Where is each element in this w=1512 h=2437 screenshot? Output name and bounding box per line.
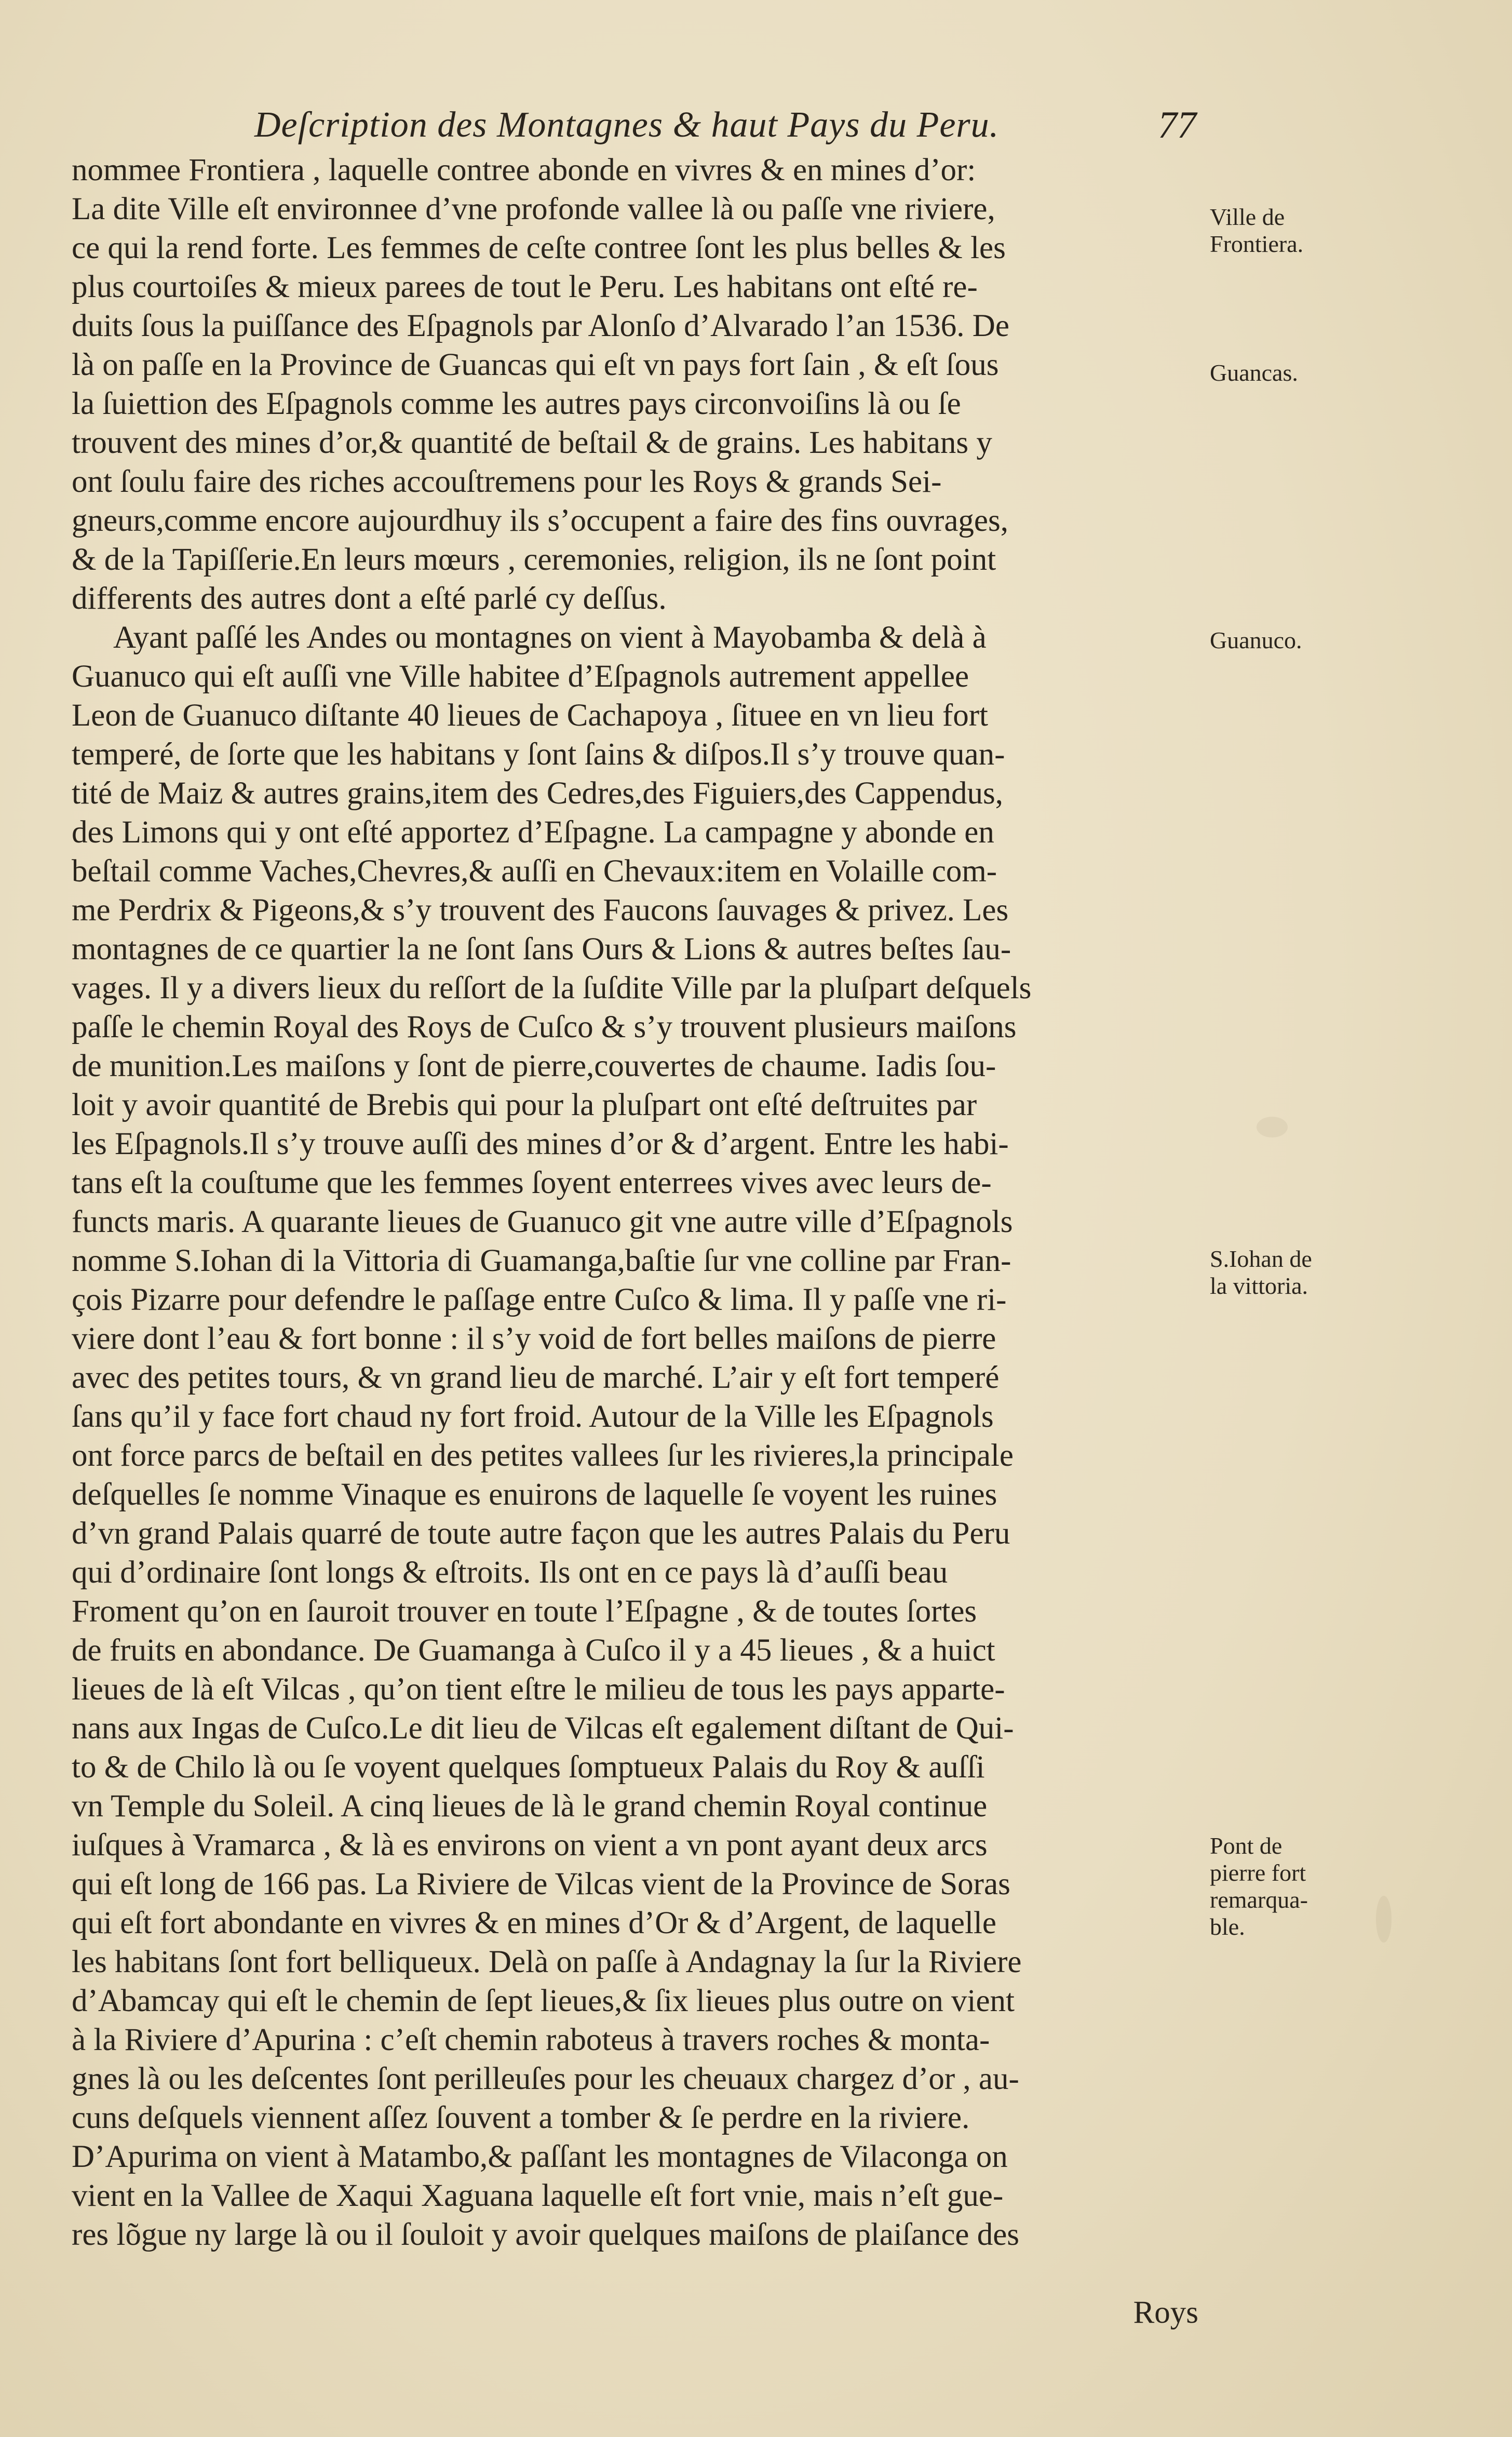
text-line: & de la Tapiſſerie.En leurs mœurs , ceremonies, religion, ils ne ſont point (72, 542, 996, 577)
text-line: Leon de Guanuco diſtante 40 lieues de Cachapoya , ſituee en vn lieu fort (72, 698, 989, 733)
text-line: qui d’ordinaire ſont longs & eſtroits. Ils ont en ce pays là d’auſſi beau (72, 1555, 948, 1590)
text-line: lieues de là eſt Vilcas , qu’on tient eſtre le milieu de tous les pays apparte- (72, 1672, 1005, 1707)
marginal-note-pont: Pont de pierre fort remarqua- ble. (1210, 1832, 1308, 1940)
text-line: to & de Chilo là ou ſe voyent quelques ſomptueux Palais du Roy & auſſi (72, 1750, 985, 1785)
text-line: vient en la Vallee de Xaqui Xaguana laquelle eſt fort vnie, mais n’eſt gue- (72, 2178, 1004, 2213)
body-text (72, 151, 1204, 2332)
text-line: functs maris. A quarante lieues de Guanuco git vne autre ville d’Eſpagnols (72, 1204, 1013, 1239)
marginal-note-frontiera: Ville de Frontiera. (1210, 204, 1304, 257)
text-line: trouvent des mines d’or,& quantité de beſtail & de grains. Les habitans y (72, 425, 992, 460)
text-line: vages. Il y a divers lieux du reſſort de la ſuſdite Ville par la pluſpart deſquels (72, 971, 1032, 1006)
text-line: Froment qu’on en ſauroit trouver en toute l’Eſpagne , & de toutes ſortes (72, 1594, 977, 1629)
text-line: des Limons qui y ont eſté apportez d’Eſpagne. La campagne y abonde en (72, 815, 994, 850)
text-line: ont ſoulu faire des riches accouſtremens pour les Roys & grands Sei- (72, 464, 942, 499)
text-line: gnes là ou les deſcentes ſont perilleuſes pour les cheuaux chargez d’or , au- (72, 2061, 1019, 2096)
text-line: avec des petites tours, & vn grand lieu de marché. L’air y eſt fort temperé (72, 1360, 1000, 1395)
text-line: paſſe le chemin Royal des Roys de Cuſco & s’y trouvent plusieurs maiſons (72, 1010, 1017, 1045)
text-line: nomme S.Iohan di la Vittoria di Guamanga,baſtie ſur vne colline par Fran- (72, 1243, 1011, 1278)
running-head: Deſcription des Montagnes & haut Pays du Peru. (254, 105, 1000, 145)
text-line: vn Temple du Soleil. A cinq lieues de là le grand chemin Royal continue (72, 1789, 988, 1824)
text-line: d’Abamcay qui eſt le chemin de ſept lieues,& ſix lieues plus outre on vient (72, 1984, 1015, 2018)
text-line: nans aux Ingas de Cuſco.Le dit lieu de Vilcas eſt egalement diſtant de Qui- (72, 1711, 1014, 1746)
text-line: çois Pizarre pour defendre le paſſage entre Cuſco & lima. Il y paſſe vne ri- (72, 1282, 1007, 1317)
text-line (72, 2254, 1204, 2293)
text-line: la ſuiettion des Eſpagnols comme les autres pays circonvoiſins là ou ſe (72, 386, 961, 421)
text-line: me Perdrix & Pigeons,& s’y trouvent des Faucons ſauvages & privez. Les (72, 893, 1009, 928)
text-line: montagnes de ce quartier la ne ſont ſans Ours & Lions & autres beſtes ſau- (72, 932, 1011, 967)
text-line: D’Apurima on vient à Matambo,& paſſant les montagnes de Vilaconga on (72, 2139, 1008, 2174)
text-line: à la Riviere d’Apurina : c’eſt chemin raboteus à travers roches & monta- (72, 2023, 990, 2057)
text-line: ont force parcs de beſtail en des petites vallees ſur les rivieres,la principale (72, 1438, 1014, 1473)
text-line: tité de Maiz & autres grains,item des Cedres,des Figuiers,des Cappendus, (72, 776, 1004, 811)
text-line: Ayant paſſé les Andes ou montagnes on vient à Mayobamba & delà à (113, 620, 987, 655)
page-number: 77 (1158, 104, 1196, 146)
marginal-note-guancas: Guancas. (1210, 359, 1298, 386)
text-line: duits ſous la puiſſance des Eſpagnols par Alonſo d’Alvarado l’an 1536. De (72, 309, 1009, 343)
text-line: deſquelles ſe nomme Vinaque es enuirons de laquelle ſe voyent les ruines (72, 1477, 997, 1512)
text-line: nommee Frontiera , laquelle contree abonde en vivres & en mines d’or: (72, 153, 976, 188)
text-line: qui eſt long de 166 pas. La Riviere de Vilcas vient de la Province de Soras (72, 1867, 1010, 1902)
text-line: cuns deſquels viennent aſſez ſouvent a tomber & ſe perdre en la riviere. (72, 2100, 970, 2135)
text-line: ſans qu’il y face fort chaud ny fort froid. Autour de la Ville les Eſpagnols (72, 1399, 994, 1434)
text-line: beſtail comme Vaches,Chevres,& auſſi en Chevaux:item en Volaille com- (72, 854, 997, 889)
text-line: de fruits en abondance. De Guamanga à Cuſco il y a 45 lieues , & a huict (72, 1633, 995, 1668)
text-line: differents des autres dont a eſté parlé cy deſſus. (72, 581, 667, 616)
text-line: d’vn grand Palais quarré de toute autre façon que les autres Palais du Peru (72, 1516, 1010, 1551)
marginal-note-guanuco: Guanuco. (1210, 627, 1302, 653)
text-line: là on paſſe en la Province de Guancas qui eſt vn pays fort ſain , & eſt ſous (72, 347, 999, 382)
text-line: Guanuco qui eſt auſſi vne Ville habitee d’Eſpagnols autrement appellee (72, 659, 969, 694)
text-line: les Eſpagnols.Il s’y trouve auſſi des mines d’or & d’argent. Entre les habi- (72, 1127, 1009, 1161)
text-line: ce qui la rend forte. Les femmes de ceſte contree ſont les plus belles & les (72, 231, 1006, 265)
marginal-note-s-iohan: S.Iohan de la vittoria. (1210, 1246, 1312, 1299)
text-line: loit y avoir quantité de Brebis qui pour la pluſpart ont eſté deſtruites par (72, 1088, 977, 1122)
text-line: La dite Ville eſt environnee d’vne profonde vallee là ou paſſe vne riviere, (72, 192, 995, 226)
text-line: tans eſt la couſtume que les femmes ſoyent enterrees vives avec leurs de- (72, 1166, 992, 1200)
text-line: res lõgue ny large là ou il ſouloit y avoir quelques maiſons de plaiſance des (72, 2217, 1020, 2252)
text-line: de munition.Les maiſons y ſont de pierre,couvertes de chaume. Iadis ſou- (72, 1049, 996, 1083)
paper-stain (1257, 1117, 1288, 1137)
text-line: qui eſt fort abondante en vivres & en mines d’Or & d’Argent, de laquelle (72, 1906, 996, 1940)
text-line: iuſques à Vramarca , & là es environs on vient a vn pont ayant deux arcs (72, 1828, 988, 1863)
text-line: plus courtoiſes & mieux parees de tout le Peru. Les habitans ont eſté re- (72, 270, 978, 304)
catchword: Roys (1133, 2295, 1198, 2330)
text-line: viere dont l’eau & fort bonne : il s’y void de fort belles maiſons de pierre (72, 1321, 996, 1356)
text-line: gneurs,comme encore aujourdhuy ils s’occupent a faire des fins ouvrages, (72, 503, 1008, 538)
text-line: les habitans ſont fort belliqueux. Delà on paſſe à Andagnay la ſur la Riviere (72, 1945, 1022, 1979)
text-line: temperé, de ſorte que les habitans y ſont ſains & diſpos.Il s’y trouve quan- (72, 737, 1005, 772)
